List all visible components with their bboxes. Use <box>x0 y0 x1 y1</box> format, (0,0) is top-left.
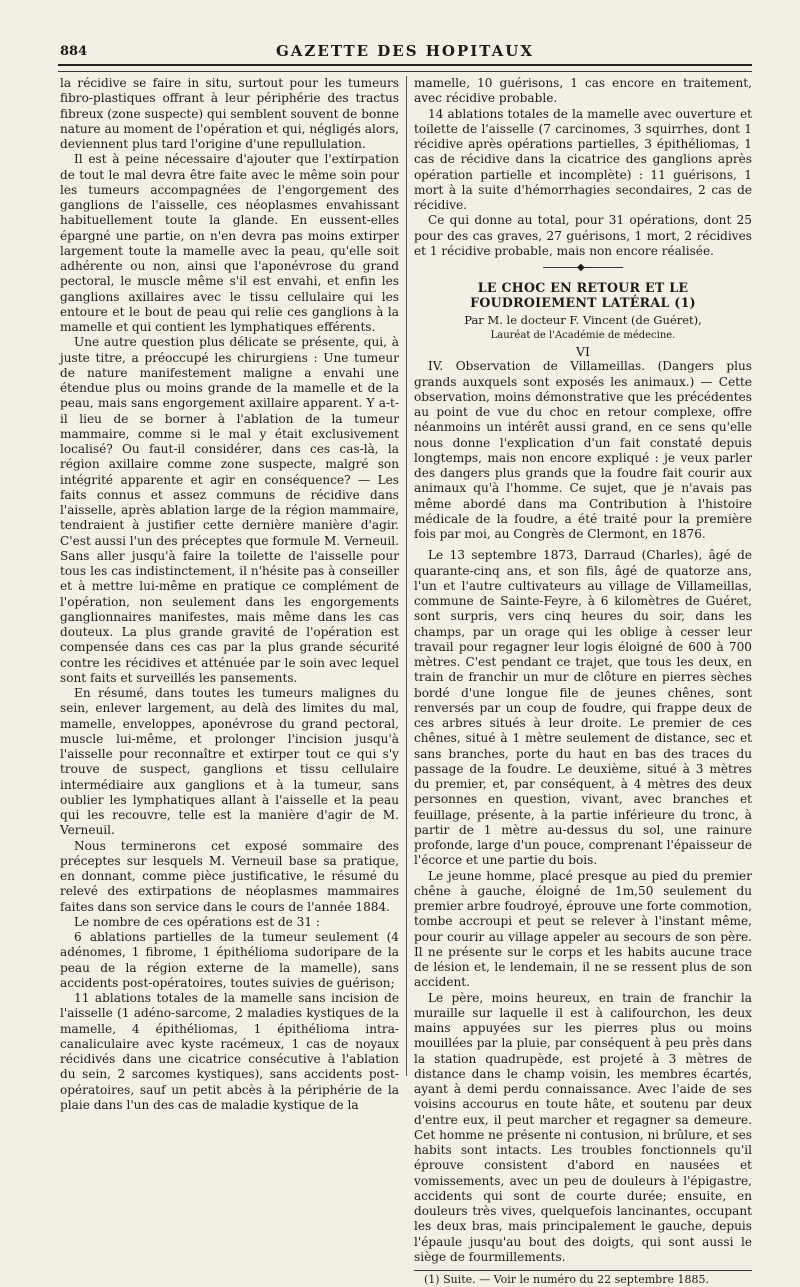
paragraph: 6 ablations partielles de la tumeur seulement (4 adénomes, 1 fibrome, 1 épithélioma sudoripare de la peau de la région externe de la mamelle), sans accidents post-opératoires, toutes suivies de guérison; <box>60 930 399 990</box>
article-title: LE CHOC EN RETOUR ET LE FOUDROIEMENT LATÉRAL (1) <box>470 280 696 311</box>
paragraph: IV. Observation de Villameillas. (Dangers plus grands auxquels sont exposés les animaux.) — Cette observation, moins démonstrative que les précédentes au point de vue du choc en retour complexe, offre néanmoins un intérêt aussi grand, en ce sens qu'elle nous donne l'explication d'un fait constaté depuis longtemps, mais non encore expliqué : je veux parler des dangers plus grands que la foudre fait courir aux animaux qu'à l'homme. Ce sujet, que je n'avais pas même abordé dans ma Contribution à l'histoire médicale de la foudre, a été traité pour la première fois par moi, au Congrès de Clermont, en 1876. <box>414 359 752 541</box>
paragraph: Le 13 septembre 1873, Darraud (Charles), âgé de quarante-cinq ans, et son fils, âgé de quatorze ans, l'un et l'autre cultivateurs au village de Villameillas, commune de Sainte-Feyre, à 6 kilomètres de Guéret, sont surpris, vers cinq heures du soir, dans les champs, par un orage qui les oblige à cesser leur travail pour regagner leur logis éloigné de 600 à 700 mètres. C'est pendant ce trajet, que tous les deux, en train de franchir un mur de clôture en pierres sèches bordé d'une longue file de jeunes chênes, sont renversés par un coup de foudre, qui frappe deux de ces arbres situés à leur droite. Le premier de ces chênes, situé à 1 mètre seulement de distance, sec et sans branches, porte du haut en bas des traces du passage de la foudre. Le deuxième, situé à 3 mètres du premier, et, par conséquent, à 4 mètres des deux personnes en question, vivant, avec branches et feuillage, présente, à la partie inférieure du tronc, à partir de 1 mètre au-dessus du sol, une rainure profonde, large d'un pouce, comprenant l'épaisseur de l'écorce et une partie du bois. <box>414 548 752 868</box>
paragraph: Ce qui donne au total, pour 31 opérations, dont 25 pour des cas graves, 27 guérisons, 1 mort, 2 récidives et 1 récidive probable, mais non encore réalisée. <box>414 213 752 258</box>
paragraph: la récidive se faire in situ, surtout pour les tumeurs fibro-plastiques offrant à leur périphérie des tractus fibreux (zone suspecte) qui semblent souvent de bonne nature au moment de l'opération et qui, négligés alors, deviennent plus tard l'origine d'une repullulation. <box>60 76 399 151</box>
page-header <box>60 42 750 66</box>
paragraph: Une autre question plus délicate se présente, qui, à juste titre, a préoccupé les chirurgiens : Une tumeur de nature manifestement maligne a envahi une étendue plus ou moins grande de la mamelle et de la peau, mais sans engorgement axillaire apparent. Y a-t-il lieu de se borner à l'ablation de la tumeur mammaire, comme si le mal y était exclusivement localisé? Ou faut-il considérer, dans ces cas-là, la région axillaire comme zone suspecte, malgré son intégrité apparente et agir en conséquence? — Les faits connus et assez communs de récidive dans l'aisselle, après ablation large de la région mammaire, tendraient à justifier cette dernière manière d'agir. C'est aussi l'un des préceptes que formule M. Verneuil. Sans aller jusqu'à faire la toilette de l'aisselle pour tous les cas indistinctement, il n'hésite pas à conseiller et à mettre lui-même en pratique ce complément de l'opération, non seulement dans les engorgements ganglionnaires manifestes, mais même dans les cas douteux. La plus grande gravité de l'opération est compensée dans ces cas par la plus grande sécurité contre les récidives et atténuée par le soin avec lequel sont faits et surveillés les pansements. <box>60 335 399 685</box>
paragraph: Le jeune homme, placé presque au pied du premier chêne à gauche, éloigné de 1m,50 seulement du premier arbre foudroyé, éprouve une forte commotion, tombe accroupi et peut se relever à l'instant même, pour courir au village appeler au secours de son père. Il ne présente sur le corps et les habits aucune trace de lésion et, le lendemain, il ne se ressent plus de son accident. <box>414 868 752 990</box>
header-rule-thin <box>58 71 752 72</box>
left-column <box>60 76 399 1113</box>
paragraph: mamelle, 10 guérisons, 1 cas encore en traitement, avec récidive probable. <box>414 76 752 106</box>
paragraph: En résumé, dans toutes les tumeurs malignes du sein, enlever largement, au delà des limites du mal, mamelle, enveloppes, aponévrose du grand pectoral, muscle lui-même, et prolonger l'incision jusqu'à l'aisselle pour reconnaître et extirper tout ce qui s'y trouve de suspect, ganglions et tissu cellulaire intermédiaire aux ganglions et à la tumeur, sans oublier les lymphatiques allant à l'aisselle et la peau qui les recouvre, telle est la manière d'agir de M. Verneuil. <box>60 686 399 838</box>
journal-title: GAZETTE DES HOPITAUX <box>275 42 534 60</box>
footnote: (1) Suite. — Voir le numéro du 22 septembre 1885. <box>424 1273 709 1286</box>
paragraph: Il est à peine nécessaire d'ajouter que l'extirpation de tout le mal devra être faite avec le même soin pour les tumeurs accompagnées de l'engorgement des ganglions de l'aisselle, ces néoplasmes envahissant habituellement toute la glande. En eussent-elles épargné une partie, on n'en devra pas moins extirper largement toute la mamelle avec la peau, qu'elle soit adhérente ou non, ainsi que l'aponévrose du grand pectoral, le muscle même s'il est envahi, et enfin les ganglions axillaires avec le tissu cellulaire qui les entoure et le bout de peau qui relie ces ganglions à la mamelle et qui contient les lymphatiques efférents. <box>60 152 399 334</box>
author-affiliation: Lauréat de l'Académie de médecine. <box>490 329 676 341</box>
section-separator <box>543 267 623 268</box>
article-byline: Par M. le docteur F. Vincent (de Guéret), <box>464 312 702 327</box>
paragraph: Nous terminerons cet exposé sommaire des préceptes sur lesquels M. Verneuil base sa pratique, en donnant, comme pièce justificative, le résumé du relevé des extirpations de néoplasmes mammaires faites dans son service dans le cours de l'année 1884. <box>60 838 399 914</box>
section-number: VI <box>576 344 590 359</box>
paragraph: 14 ablations totales de la mamelle avec ouverture et toilette de l'aisselle (7 carcinomes, 3 squirrhes, dont 1 récidive après opérations partielles, 3 épithéliomas, 1 cas de récidive dans la cicatrice des ganglions après opération partielle et incomplète) : 11 guérisons, 1 mort à la suite d'hémorrhagies secondaires, 2 cas de récidive. <box>414 106 752 212</box>
paragraph: 11 ablations totales de la mamelle sans incision de l'aisselle (1 adéno-sarcome, 2 maladies kystiques de la mamelle, 4 épithéliomas, 1 épithélioma intra-canaliculaire avec kyste racémeux, 1 cas de noyaux récidivés dans une cicatrice consécutive à l'ablation du sein, 2 sarcomes kystiques), sans accidents post-opératoires, sauf un petit abcès à la périphérie de la plaie dans l'un des cas de maladie kystique de la <box>60 991 399 1112</box>
footnote-rule <box>414 1270 752 1271</box>
paragraph: Le père, moins heureux, en train de franchir la muraille sur laquelle il est à califourchon, les deux mains appuyées sur les pierres plus ou moins mouillées par la pluie, par conséquent à peu près dans la station quadrupède, est projeté à 3 mètres de distance dans le champ voisin, les membres écartés, ayant à demi perdu connaissance. Avec l'aide de ses voisins accourus en toute hâte, et soutenu par deux d'entre eux, il peut marcher et regagner sa demeure. Cet homme ne présente ni contusion, ni brûlure, et ses habits sont intacts. Les troubles fonctionnels qu'il éprouve consistent d'abord en nausées et vomissements, avec un peu de douleurs à l'épigastre, accidents qui sont de courte durée; ensuite, en douleurs très vives, quelquefois lancinantes, occupant les deux bras, mais principalement le gauche, depuis l'épaule jusqu'au bout des doigts, qui sont aussi le siège de fourmillements. <box>414 990 752 1264</box>
header-rule-thick <box>58 64 752 66</box>
page-number: 884 <box>60 44 88 59</box>
column-divider <box>406 76 407 1076</box>
paragraph: Le nombre de ces opérations est de 31 : <box>74 914 320 929</box>
right-column <box>414 76 752 1287</box>
